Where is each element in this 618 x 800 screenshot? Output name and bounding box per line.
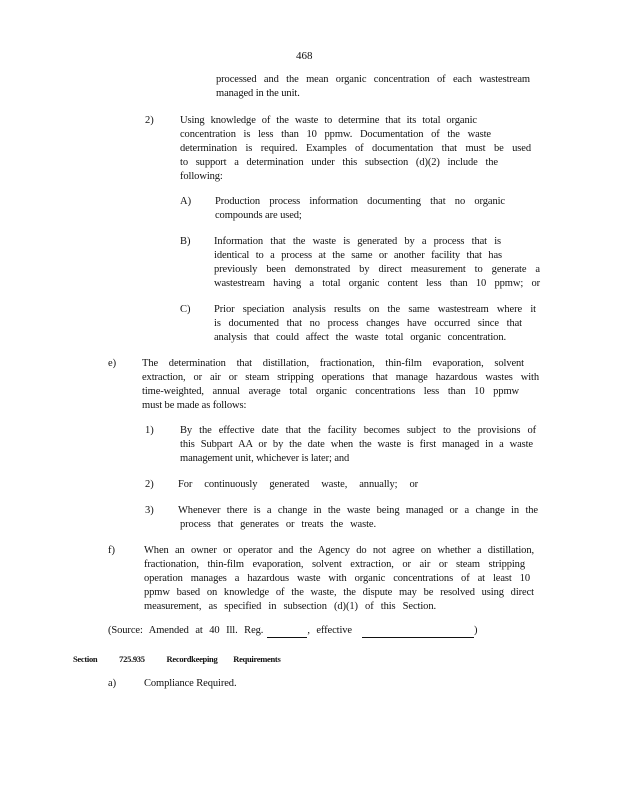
text-line: For continuously generated waste, annually; or [178, 479, 418, 490]
section-title: Recordkeeping Requirements [166, 654, 281, 664]
text-line: Using knowledge of the waste to determine that its total organic [180, 115, 477, 126]
item-e1-paragraph [180, 424, 536, 466]
item-a-paragraph [215, 195, 505, 223]
text-line: fractionation, thin-film evaporation, solvent extraction, or air or steam stripping [144, 559, 525, 570]
item-e-paragraph [142, 357, 539, 413]
item-label: 3) [145, 505, 154, 516]
text-line: Prior speciation analysis results on the same wastestream where it [214, 304, 536, 315]
register-blank [267, 626, 307, 638]
text-line: measurement, as specified in subsection (d)(1) of this Section. [144, 601, 436, 612]
text-line: ppmw based on knowledge of the waste, the dispute may be resolved using direct [144, 587, 534, 598]
text-line: When an owner or operator and the Agency do not agree on whether a distillation, [144, 545, 534, 556]
text-line: The determination that distillation, fractionation, thin-film evaporation, solvent [142, 358, 524, 369]
text-line: concentration is less than 10 ppmw. Documentation of the waste [180, 129, 491, 140]
text-line: By the effective date that the facility becomes subject to the provisions of [180, 425, 536, 436]
item-label: A) [180, 196, 192, 207]
text-line: this Subpart AA or by the date when the waste is first managed in a waste [180, 439, 533, 450]
text-line: to support a determination under this subsection (d)(2) include the [180, 157, 498, 168]
item-label: 2) [145, 479, 154, 490]
source-prefix: (Source: Amended at 40 Ill. Reg. [108, 625, 264, 636]
text-line: Production process information documenting that no organic [215, 196, 505, 207]
text-line: compounds are used; [215, 210, 302, 221]
item-label: e) [108, 358, 117, 369]
item-label: C) [180, 304, 191, 315]
text-line: Whenever there is a change in the waste being managed or a change in the [178, 505, 538, 516]
source-suffix: ) [474, 625, 478, 636]
section-label: Section [73, 654, 98, 664]
text-line: following: [180, 171, 223, 182]
text-line: wastestream having a total organic content less than 10 ppmw; or [214, 278, 540, 289]
text-line: determination is required. Examples of documentation that must be used [180, 143, 531, 154]
source-note [108, 624, 477, 638]
item-f-paragraph [144, 544, 534, 614]
item-label: 2) [145, 115, 154, 126]
item-label: 1) [145, 425, 154, 436]
page-number: 468 [296, 50, 313, 62]
text-line: Information that the waste is generated by a process that is [214, 236, 501, 247]
text-line: process that generates or treats the waste. [180, 519, 376, 530]
item-label: f) [108, 545, 115, 556]
text-line: processed and the mean organic concentration of each wastestream [216, 74, 530, 85]
text-line: analysis that could affect the waste total organic concentration. [214, 332, 506, 343]
section-heading [73, 654, 280, 664]
section-item-a-text: Compliance Required. [144, 678, 237, 689]
effective-date-blank [362, 626, 474, 638]
text-line: time-weighted, annual average total organic concentrations less than 10 ppmw [142, 386, 519, 397]
item-e3-paragraph [178, 504, 538, 532]
text-line: must be made as follows: [142, 400, 247, 411]
item-label: a) [108, 678, 117, 689]
text-line: managed in the unit. [216, 88, 300, 99]
text-line: extraction, or air or steam stripping operations that manage hazardous wastes with [142, 372, 539, 383]
item-2-paragraph [180, 114, 531, 184]
item-c-paragraph [214, 303, 536, 345]
text-line: operation manages a hazardous waste with organic concentrations of at least 10 [144, 573, 530, 584]
text-line: identical to a process at the same or another facility that has [214, 250, 502, 261]
text-line: is documented that no process changes have occurred since that [214, 318, 522, 329]
section-number: 725.935 [119, 654, 145, 664]
item-e2-paragraph [178, 478, 418, 492]
continued-paragraph [216, 73, 530, 101]
item-b-paragraph [214, 235, 540, 291]
item-label: B) [180, 236, 191, 247]
text-line: management unit, whichever is later; and [180, 453, 350, 464]
source-middle: , effective [307, 625, 352, 636]
text-line: previously been demonstrated by direct measurement to generate a [214, 264, 540, 275]
